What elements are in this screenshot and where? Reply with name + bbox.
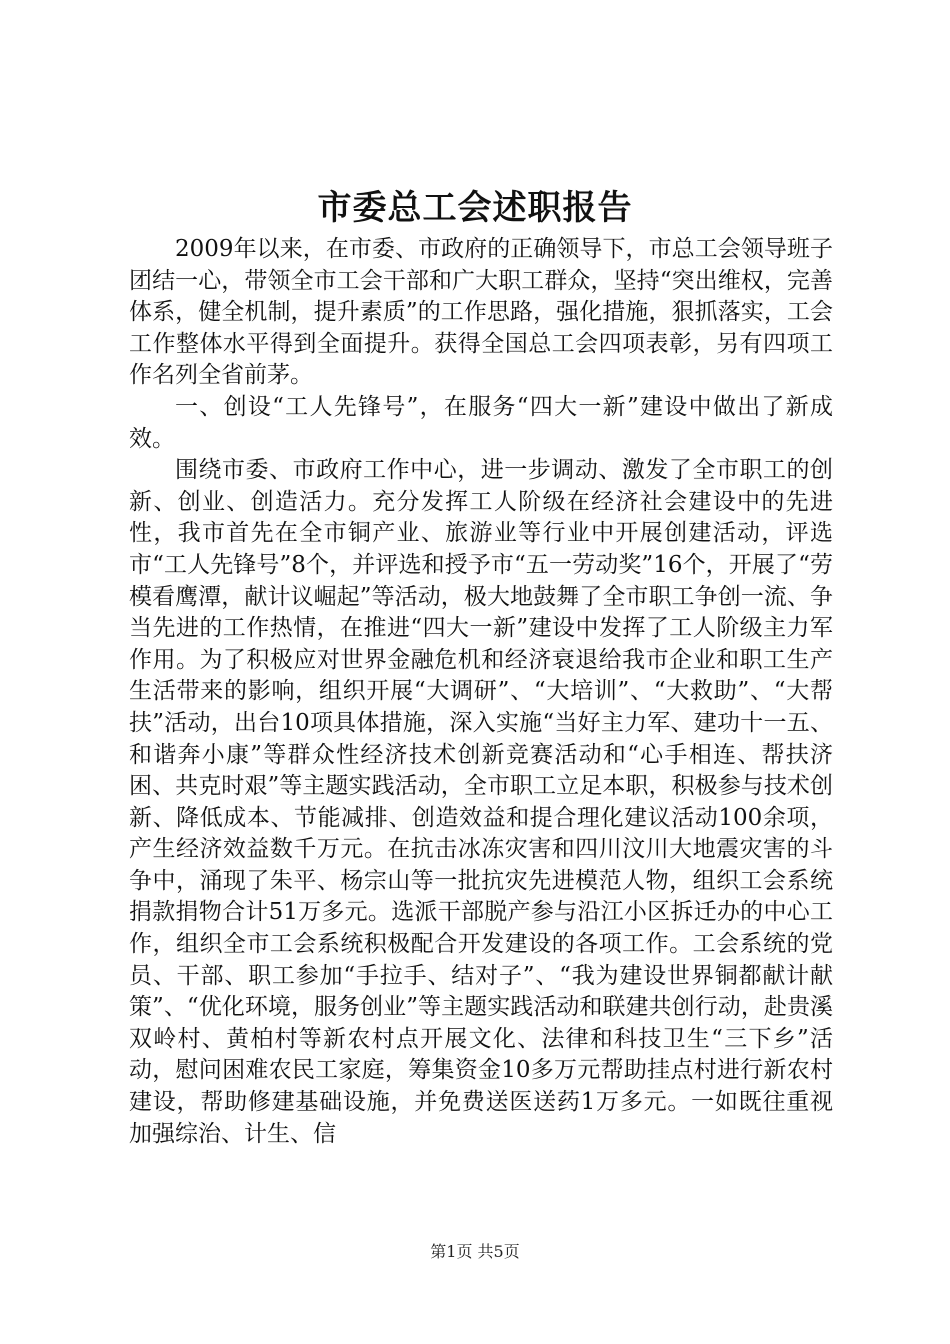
intro-paragraph: 2009年以来，在市委、市政府的正确领导下，市总工会领导班子团结一心，带领全市工会干部和广大职工群众，坚持“突出维权，完善体系，健全机制，提升素质”的工作思路，强化措施，狠抓落实，工会工作整体水平得到全面提升。获得全国总工会四项表彰，另有四项工作名列全省前茅。 — [129, 236, 833, 389]
section-heading: 一、创设“工人先锋号”，在服务“四大一新”建设中做出了新成效。 — [129, 393, 833, 452]
document-title: 市委总工会述职报告 — [317, 188, 633, 228]
page-footer: 第1页 共5页 — [430, 1242, 520, 1261]
body-paragraph: 围绕市委、市政府工作中心，进一步调动、激发了全市职工的创新、创业、创造活力。充分发挥工人阶级在经济社会建设中的先进性，我市首先在全市铜产业、旅游业等行业中开展创建活动，评选市“工人先锋号”8个，并评选和授予市“五一劳动奖”16个，开展了“劳模看鹰潭，献计议崛起”等活动，极大地鼓舞了全市职工争创一流、争当先进的工作热情，在推进“四大一新”建设中发挥了工人阶级主力军作用。为了积极应对世界金融危机和经济衰退给我市企业和职工生产生活带来的影响，组织开展“大调研”、“大培训”、“大救助”、“大帮扶”活动，出台10项具体措施，深入实施“当好主力军、建功十一五、和谐奔小康”等群众性经济技术创新竞赛活动和“心手相连、帮扶济困、共克时艰”等主题实践活动，全市职工立足本职，积极参与技术创新、降低成本、节能减排、创造效益和提合理化建议活动100余项，产生经济效益数千万元。在抗击冰冻灾害和四川汶川大地震灾害的斗争中，涌现了朱平、杨宗山等一批抗灾先进模范人物，组织工会系统捐款捐物合计51万多元。选派干部脱产参与沿江小区拆迁办的中心工作，组织全市工会系统积极配合开发建设的各项工作。工会系统的党员、干部、职工参加“手拉手、结对子”、“我为建设世界铜都献计献策”、“优化环境，服务创业”等主题实践活动和联建共创行动，赴贵溪双岭村、黄柏村等新农村点开展文化、法律和科技卫生“三下乡”活动，慰问困难农民工家庭，筹集资金10多万元帮助挂点村进行新农村建设，帮助修建基础设施，并免费送医送药1万多元。一如既往重视加强综治、计生、信 — [129, 457, 833, 1147]
document-body — [129, 234, 833, 1150]
